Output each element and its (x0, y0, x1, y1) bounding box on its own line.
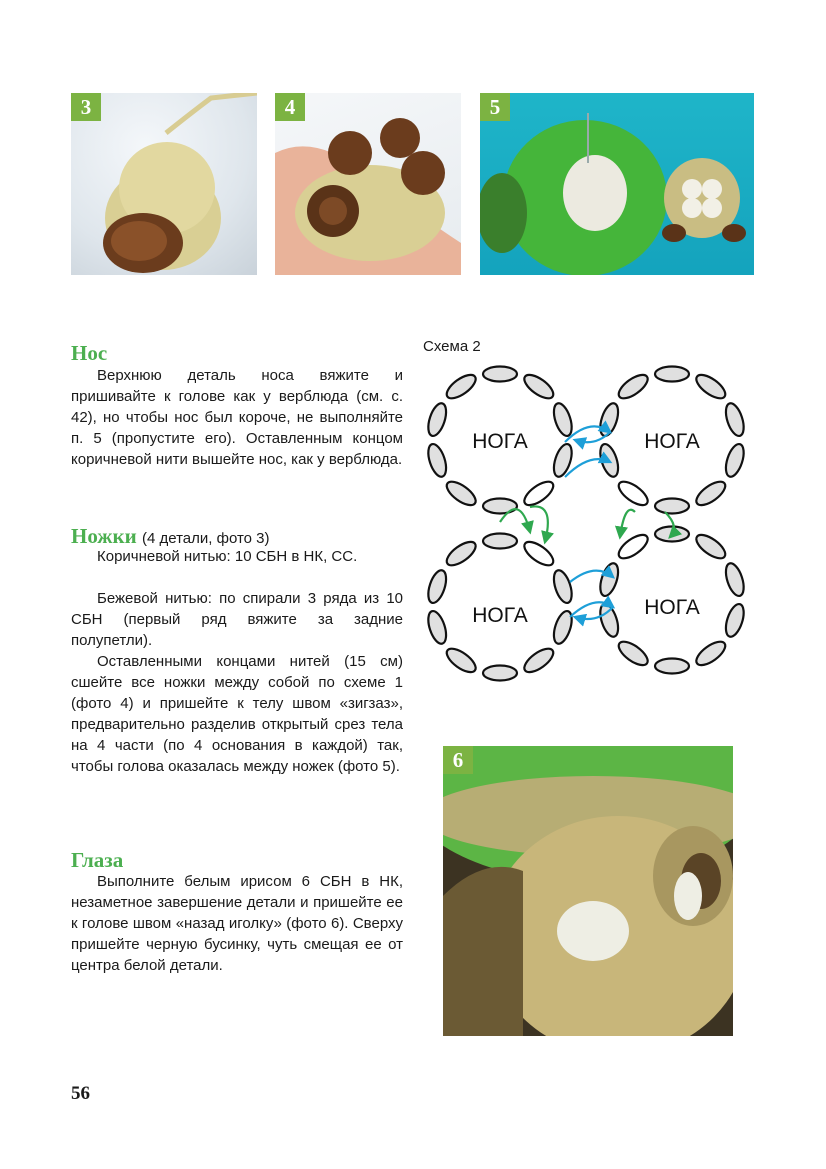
scheme-stitch (722, 602, 747, 639)
legs-text-3: Оставленными концами нитей (15 см) сшейте все ножки между собой по схеме 1 (фото 4) и пришейте к телу швом «зигзаз», предварительно разделив открытый срез тела на 4 части (по 4 основания в каждой) так, чтобы голова оказалась между ножек (фото 5). (71, 653, 403, 775)
scheme-stitch (521, 644, 557, 676)
scheme-stitch (483, 499, 517, 514)
heading-nose-title: Нос (71, 341, 108, 365)
scheme-stitch (443, 538, 479, 570)
eyes-text: Выполните белым ирисом 6 СБН в НК, незаметное завершение детали и пришейте ее к голове швом «назад иголку» (фото 6). Сверху пришейте черную бусинку, чуть смещая ее от центра белой детали. (71, 873, 403, 974)
page-number: 56 (71, 1083, 90, 1104)
heading-eyes (71, 848, 123, 872)
heading-eyes-title: Глаза (71, 848, 124, 872)
leg-label-top-right: НОГА (644, 430, 700, 453)
scheme-stitch (615, 371, 651, 403)
scheme-stitch (483, 534, 517, 549)
legs-text-1: Коричневой нитью: 10 СБН в НК, СС. (97, 548, 358, 565)
scheme-stitch (597, 442, 622, 479)
scheme-stitch (693, 477, 729, 509)
scheme-stitch (425, 442, 450, 479)
scheme-stitch (722, 442, 747, 479)
heading-legs-title: Ножки (71, 524, 137, 548)
scheme-arrows (500, 426, 674, 619)
scheme-arrow (530, 506, 548, 542)
scheme-stitch (655, 367, 689, 382)
photo-3 (71, 93, 257, 275)
scheme-stitch (722, 401, 747, 438)
scheme-stitches (425, 367, 747, 681)
photo-6-image (443, 746, 733, 1036)
photo-6 (443, 746, 733, 1036)
scheme-stitch (597, 561, 622, 598)
heading-nose (71, 341, 107, 365)
photo-5-image (480, 93, 754, 275)
scheme-stitch (425, 609, 450, 646)
photo-5 (480, 93, 754, 275)
scheme-stitch (615, 637, 651, 669)
scheme-stitch (550, 568, 575, 605)
scheme-stitch (597, 602, 622, 639)
leg-label-bottom-left: НОГА (472, 604, 528, 627)
leg-label-top-left: НОГА (472, 430, 528, 453)
scheme-stitch (425, 401, 450, 438)
scheme-stitch (655, 499, 689, 514)
scheme-stitch (521, 538, 557, 570)
photo-4 (275, 93, 461, 275)
scheme-arrow (620, 510, 635, 537)
scheme-stitch (483, 666, 517, 681)
nose-text: Верхнюю деталь носа вяжите и пришивайте к голове как у верблюда (см. с. 42), но чтобы нос был короче, не выполняйте п. 5 (пропустите его). Оставленным концом коричневой нити вышейте нос, как у верблюда. (71, 367, 403, 468)
photo-3-badge: 3 (71, 93, 101, 121)
legs-text-2: Бежевой нитью: по спирали 3 ряда из 10 СБН (первый ряд вяжите за задние полупетли). (71, 590, 403, 649)
scheme-stitch (425, 568, 450, 605)
scheme-stitch (443, 477, 479, 509)
scheme-stitch (483, 367, 517, 382)
photo-6-badge: 6 (443, 746, 473, 774)
scheme-stitch (521, 371, 557, 403)
photo-5-badge: 5 (480, 93, 510, 121)
scheme-stitch (722, 561, 747, 598)
leg-label-bottom-right: НОГА (644, 596, 700, 619)
scheme-stitch (615, 477, 651, 509)
scheme-label: Схема 2 (423, 338, 481, 355)
scheme-stitch (443, 644, 479, 676)
scheme-stitch (693, 637, 729, 669)
scheme-stitch (693, 531, 729, 563)
photo-4-badge: 4 (275, 93, 305, 121)
scheme-stitch (550, 442, 575, 479)
scheme-stitch (443, 371, 479, 403)
scheme-stitch (550, 401, 575, 438)
scheme-diagram (425, 362, 755, 687)
scheme-stitch (521, 477, 557, 509)
scheme-stitch (655, 659, 689, 674)
scheme-stitch (693, 371, 729, 403)
heading-legs-subtitle: (4 детали, фото 3) (142, 530, 270, 547)
